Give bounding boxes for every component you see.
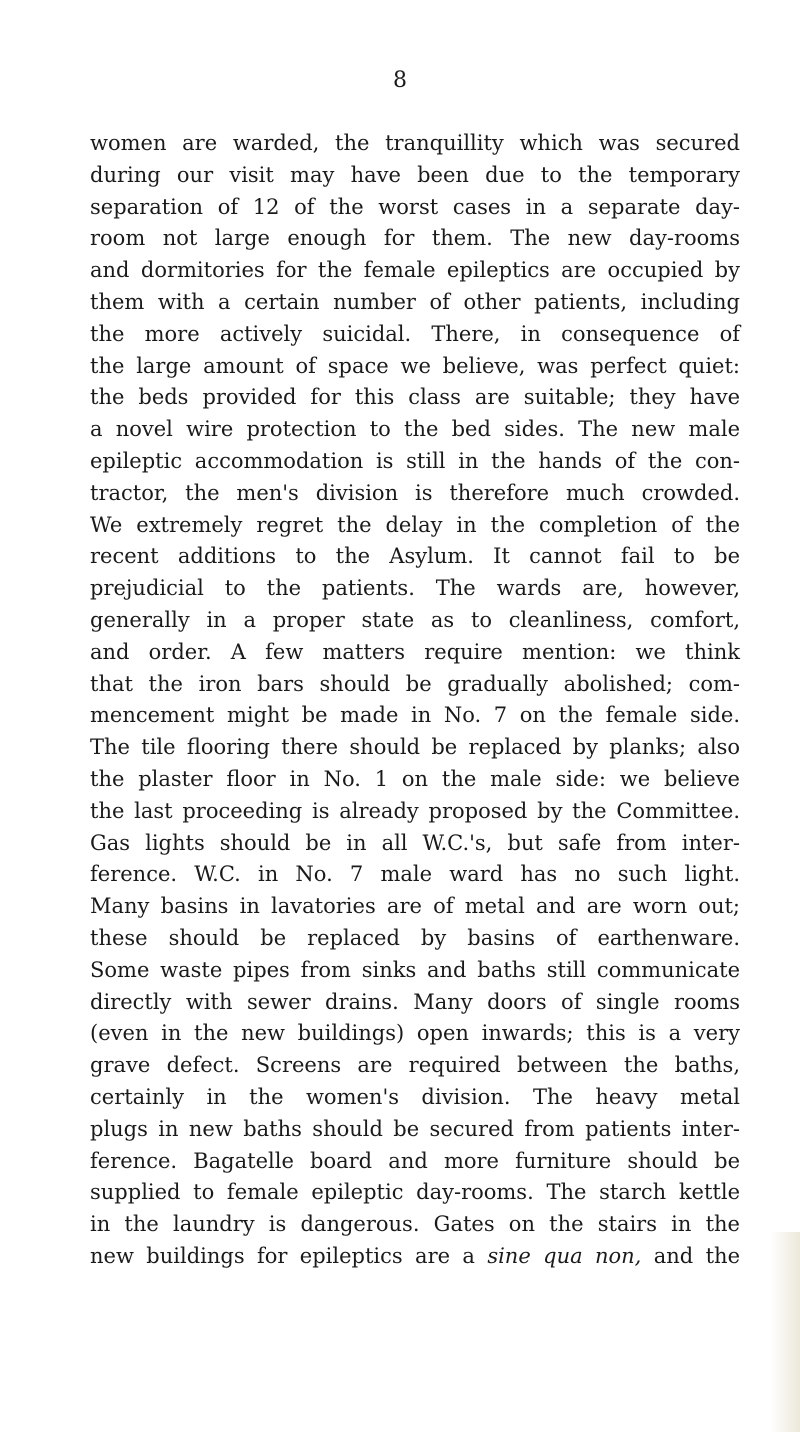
body-text bbox=[90, 128, 740, 1273]
text-line: plugs in new baths should be secured from patients inter- bbox=[90, 1116, 740, 1141]
text-line: Some waste pipes from sinks and baths still communicate bbox=[90, 957, 740, 982]
text-line: the last proceeding is already proposed by the Committee. bbox=[90, 798, 740, 823]
text-line: generally in a proper state as to cleanliness, comfort, bbox=[90, 607, 740, 632]
text-line: directly with sewer drains. Many doors of single rooms bbox=[90, 989, 740, 1014]
text-line: the beds provided for this class are suitable; they have bbox=[90, 385, 740, 410]
text-line: the large amount of space we believe, was perfect quiet: bbox=[90, 353, 740, 378]
text-line: a novel wire protection to the bed sides. The new male bbox=[90, 417, 740, 442]
text-line: the plaster floor in No. 1 on the male side: we believe bbox=[90, 766, 740, 791]
text-line: women are warded, the tranquillity which was secured bbox=[90, 131, 740, 155]
page-edge-shading bbox=[770, 1232, 800, 1432]
page-number: 8 bbox=[393, 68, 407, 93]
text-line: prejudicial to the patients. The wards are, however, bbox=[90, 576, 740, 601]
text-line: and order. A few matters require mention: we think bbox=[90, 639, 740, 664]
text-line: supplied to female epileptic day-rooms. The starch kettle bbox=[90, 1180, 740, 1205]
text-line: separation of 12 of the worst cases in a separate day- bbox=[90, 194, 740, 219]
text-line: in the laundry is dangerous. Gates on the stairs in the bbox=[90, 1212, 740, 1237]
text-segment: and the bbox=[641, 1243, 741, 1268]
latin-phrase: sine qua non, bbox=[487, 1243, 642, 1268]
text-line: the more actively suicidal. There, in consequence of bbox=[90, 321, 740, 346]
text-line: them with a certain number of other patients, including bbox=[90, 289, 740, 314]
text-line: ference. Bagatelle board and more furniture should be bbox=[90, 1148, 740, 1173]
text-line: during our visit may have been due to the temporary bbox=[90, 162, 740, 187]
text-line: ference. W.C. in No. 7 male ward has no such light. bbox=[90, 862, 740, 887]
text-line: Many basins in lavatories are of metal and are worn out; bbox=[90, 894, 740, 919]
text-line: mencement might be made in No. 7 on the female side. bbox=[90, 703, 740, 728]
text-line: The tile flooring there should be replaced by planks; also bbox=[90, 735, 740, 760]
text-line: (even in the new buildings) open inwards; this is a very bbox=[90, 1021, 740, 1046]
text-line: that the iron bars should be gradually abolished; com- bbox=[90, 671, 740, 696]
text-line: We extremely regret the delay in the completion of the bbox=[90, 512, 740, 537]
text-segment: new buildings for epileptics are a bbox=[90, 1243, 488, 1268]
text-line: certainly in the women's division. The heavy metal bbox=[90, 1084, 740, 1109]
text-line: and dormitories for the female epileptics are occupied by bbox=[90, 258, 740, 283]
text-line-final bbox=[90, 1241, 740, 1273]
text-line: recent additions to the Asylum. It cannot fail to be bbox=[90, 544, 740, 569]
text-line: grave defect. Screens are required between the baths, bbox=[90, 1053, 740, 1078]
text-line: room not large enough for them. The new day-rooms bbox=[90, 226, 740, 251]
text-line: epileptic accommodation is still in the hands of the con- bbox=[90, 448, 740, 473]
text-line: Gas lights should be in all W.C.'s, but safe from inter- bbox=[90, 830, 740, 855]
text-line: tractor, the men's division is therefore much crowded. bbox=[90, 480, 740, 505]
text-line: these should be replaced by basins of earthenware. bbox=[90, 925, 740, 950]
